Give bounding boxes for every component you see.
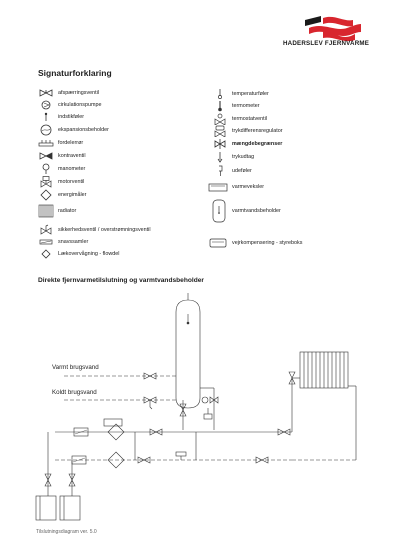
safety-valve-icon: [150, 400, 152, 409]
manifold-icon: [38, 137, 54, 149]
indicator-sensor-icon: [38, 111, 54, 123]
radiator-icon: [38, 204, 54, 218]
cold-water-label: Koldt brugsvand: [52, 389, 97, 396]
differential-pressure-regulator-icon: [212, 125, 228, 137]
legend-item: Lækovervågning - flowdel: [38, 247, 119, 260]
outdoor-sensor-icon: [212, 165, 228, 177]
legend-item: manometer: [38, 162, 85, 175]
legend-item: trykdifferensregulator: [212, 124, 283, 137]
hot-water-tank-icon: [210, 199, 228, 223]
legend-item: sikkerhedsventil / overstrømningsventil: [38, 223, 151, 236]
legend-item: fordelerrør: [38, 136, 83, 149]
check-valve-icon: [38, 150, 54, 162]
weather-compensation-icon: [208, 237, 228, 249]
motor-valve-icon: [38, 176, 54, 188]
heat-exchanger-icon: [208, 181, 228, 193]
safety-valve-icon: [38, 224, 54, 236]
flow-adjust-icon: [38, 248, 54, 260]
manometer-icon: [38, 163, 54, 175]
company-name: HADERSLEV FJERNVARME: [283, 40, 370, 47]
legend-item: cirkulationspumpe: [38, 98, 101, 111]
legend-item: udeføler: [212, 164, 252, 177]
legend-item: mængdebegrænser: [212, 137, 282, 150]
heat-exchanger-icon: [104, 419, 122, 426]
thermometer-icon: [212, 100, 228, 112]
temperature-sensor-icon: [212, 88, 228, 100]
hot-water-tank: [176, 293, 200, 408]
legend-item: kontraventil: [38, 149, 86, 162]
footer-version: Tilslutningsdiagram ver. 5.0: [36, 529, 97, 535]
flow-limiter-icon: [212, 138, 228, 150]
legend-item: energimåler: [38, 188, 86, 201]
hot-water-label: Varmt brugsvand: [52, 364, 99, 371]
expansion-tank-icon: [38, 124, 54, 136]
legend-item: indstikføler: [38, 110, 84, 123]
diagram-title: Direkte fjernvarmetilslutning og varmtvandsbeholder: [38, 277, 204, 284]
radiator: [300, 352, 348, 388]
energy-meter-icon: [38, 189, 54, 201]
circulation-pump-icon: [202, 397, 208, 403]
legend-title: Signaturforklaring: [38, 68, 112, 78]
legend-item: afspærringsventil: [38, 86, 99, 99]
legend-item: ekspansionsbeholder: [38, 123, 109, 136]
legend-item: temperaturføler: [212, 87, 269, 100]
legend-item: varmtvandsbeholder: [210, 198, 281, 224]
thermostatic-valve-icon: [212, 113, 228, 125]
legend-item: varmeveksler: [208, 180, 264, 193]
legend-item: snavssamler: [38, 235, 88, 248]
shutoff-valve-icon: [38, 87, 54, 99]
strainer-icon: [38, 236, 54, 248]
legend-item: radiator: [38, 203, 76, 219]
connection-diagram: [0, 290, 400, 530]
legend-item: vejrkompensering - styreboks: [208, 236, 302, 249]
legend-item: termometer: [212, 99, 260, 112]
legend-item: motorventil: [38, 175, 84, 188]
motor-valve-icon: [204, 414, 212, 419]
circulation-pump-icon: [38, 99, 54, 111]
haderslev-fjernvarme-logo-icon: [283, 14, 393, 54]
legend-item: termostatventil: [212, 112, 267, 125]
legend-item: trykudtag: [212, 150, 254, 163]
pressure-tap-icon: [212, 151, 228, 163]
